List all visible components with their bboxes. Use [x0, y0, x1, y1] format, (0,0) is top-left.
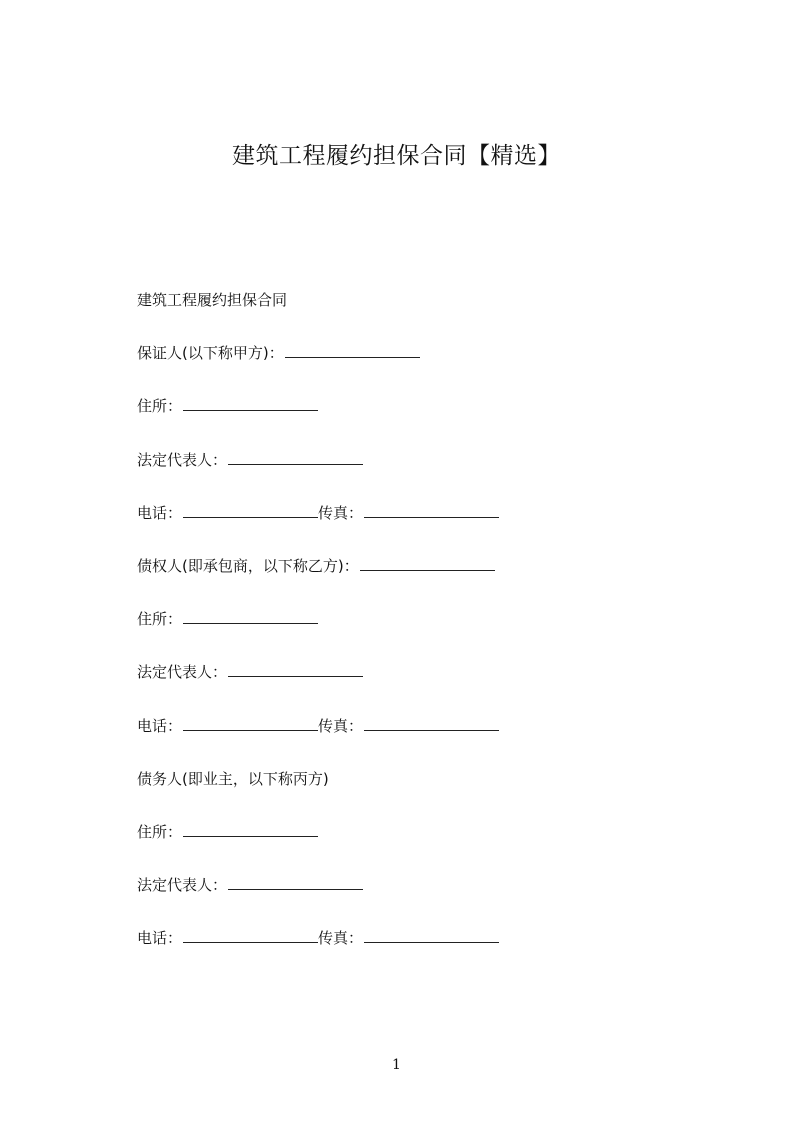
creditor-phone-blank: [183, 713, 318, 731]
creditor-representative-line: [137, 659, 697, 712]
debtor-address-line: [137, 819, 697, 872]
creditor-representative-blank: [228, 659, 363, 677]
guarantor-fax-label: 传真：: [318, 503, 364, 522]
debtor-representative-blank: [228, 872, 363, 890]
creditor-contact-line: [137, 713, 697, 766]
guarantor-representative-line: [137, 447, 697, 500]
creditor-address-line: [137, 606, 697, 659]
debtor-representative-label: 法定代表人：: [137, 876, 228, 895]
creditor-phone-label: 电话：: [137, 716, 183, 735]
debtor-phone-blank: [183, 925, 318, 943]
document-title: 建筑工程履约担保合同【精选】: [232, 143, 561, 169]
debtor-fax-blank: [364, 925, 499, 943]
debtor-address-label: 住所：: [137, 822, 183, 841]
creditor-representative-label: 法定代表人：: [137, 663, 228, 682]
guarantor-phone-label: 电话：: [137, 503, 183, 522]
guarantor-fax-blank: [364, 500, 499, 518]
guarantor-label: 保证人(以下称甲方)：: [137, 344, 284, 363]
creditor-label: 债权人(即承包商，以下称乙方)：: [137, 556, 359, 575]
debtor-fax-label: 传真：: [318, 929, 364, 948]
guarantor-representative-label: 法定代表人：: [137, 450, 228, 469]
guarantor-contact-line: [137, 500, 697, 553]
guarantor-phone-blank: [183, 500, 318, 518]
guarantor-address-line: [137, 393, 697, 446]
contract-heading-line: [137, 287, 697, 340]
creditor-fax-blank: [364, 713, 499, 731]
debtor-representative-line: [137, 872, 697, 925]
creditor-fax-label: 传真：: [318, 716, 364, 735]
debtor-address-blank: [183, 819, 318, 837]
creditor-blank: [360, 553, 495, 571]
creditor-line: [137, 553, 697, 606]
guarantor-address-label: 住所：: [137, 397, 183, 416]
guarantor-representative-blank: [228, 447, 363, 465]
creditor-address-label: 住所：: [137, 610, 183, 629]
contract-body: [137, 287, 697, 978]
debtor-line: [137, 766, 697, 819]
debtor-contact-line: [137, 925, 697, 978]
guarantor-blank: [285, 340, 420, 358]
debtor-phone-label: 电话：: [137, 929, 183, 948]
creditor-address-blank: [183, 606, 318, 624]
guarantor-line: [137, 340, 697, 393]
debtor-label: 债务人(即业主，以下称丙方): [137, 769, 329, 788]
guarantor-address-blank: [183, 393, 318, 411]
page-number: 1: [392, 1057, 401, 1073]
contract-heading: 建筑工程履约担保合同: [137, 291, 288, 309]
